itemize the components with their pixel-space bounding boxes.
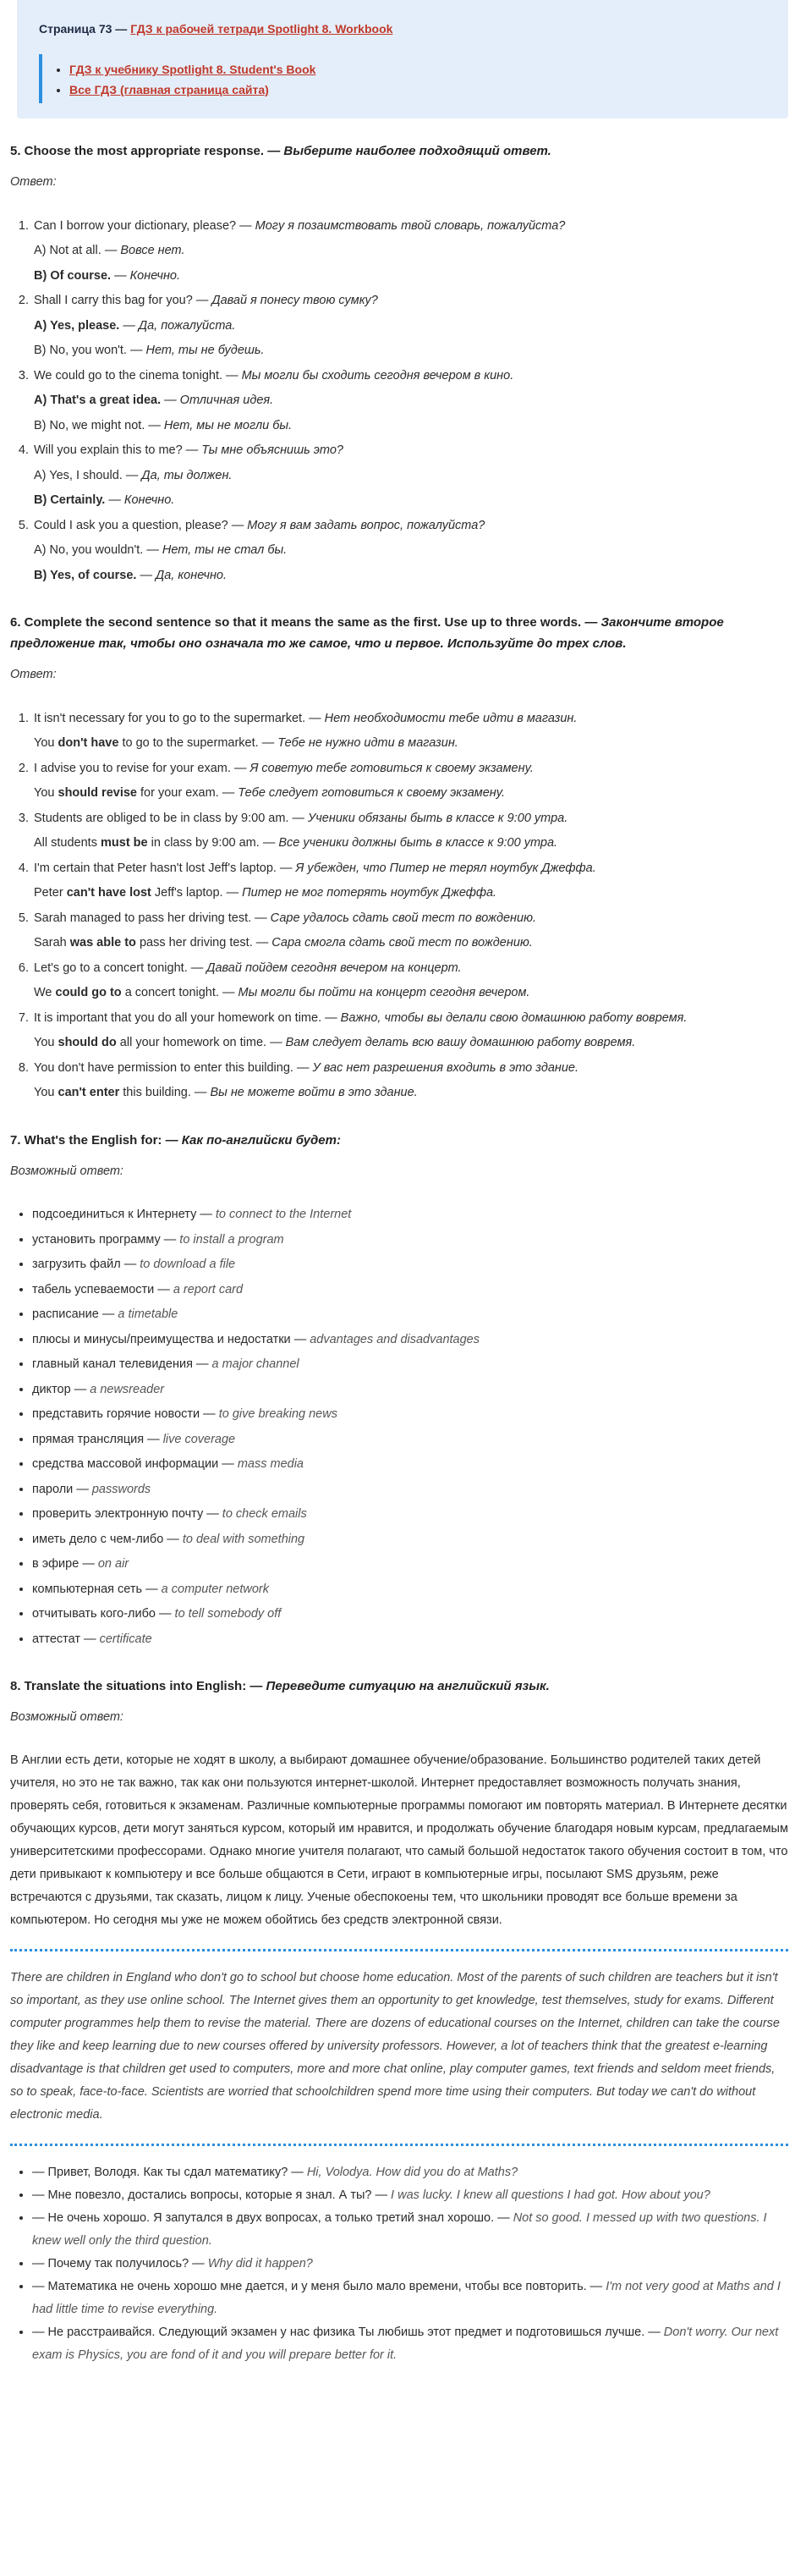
question-text: We could go to the cinema tonight. xyxy=(34,368,223,383)
sentence-rewritten xyxy=(34,731,788,757)
question-translation: — Давай я понесу твою сумку? xyxy=(195,294,378,307)
vocab-en: to deal with something xyxy=(182,1532,305,1546)
task5-item xyxy=(32,289,788,364)
vocab-item xyxy=(32,1203,788,1228)
option-text: A) Yes, please. xyxy=(34,318,120,333)
vocab-en: a major channel xyxy=(211,1357,299,1371)
vocab-ru: табель успеваемости — xyxy=(32,1282,170,1296)
option-translation: — Да, конечно. xyxy=(140,568,228,582)
vocab-en: certificate xyxy=(99,1632,152,1646)
sentence-start: Sarah xyxy=(34,936,67,949)
question-text: Could I ask you a question, please? xyxy=(34,518,228,532)
vocab-item xyxy=(32,1378,788,1403)
vocab-item xyxy=(32,1452,788,1478)
vocab-item xyxy=(32,1577,788,1603)
vocab-item xyxy=(32,1302,788,1328)
dialog-line xyxy=(32,2207,788,2253)
question-translation: — Ты мне объяснишь это? xyxy=(185,443,343,457)
question-line xyxy=(34,364,788,389)
sentence-text: It isn't necessary for you to go to the supermarket. xyxy=(34,711,306,725)
task8-dialog xyxy=(10,2161,788,2367)
sentence-rewritten xyxy=(34,1031,788,1056)
option-text: B) Certainly. xyxy=(34,493,106,507)
task6-item xyxy=(32,806,788,856)
all-gdz-link[interactable]: Все ГДЗ (главная страница сайта) xyxy=(69,83,269,96)
vocab-en: to install a program xyxy=(179,1232,284,1247)
option-translation: — Отличная идея. xyxy=(164,394,274,407)
vocab-ru: отчитывать кого-либо — xyxy=(32,1607,172,1621)
option-text: B) No, we might not. xyxy=(34,418,145,432)
dialog-ru: — Математика не очень хорошо мне дается, и у меня было мало времени, чтобы все повторить. — xyxy=(32,2279,603,2293)
sentence-translation: — Тебе не нужно идти в магазин. xyxy=(261,736,458,750)
sentence-translation: — Мы могли бы пойти на концерт сегодня вечером. xyxy=(222,986,530,999)
dialog-en: Not so good. I messed up with two questions. I knew well only the third question. xyxy=(32,2210,767,2248)
sentence-end: this building. xyxy=(123,1086,191,1099)
question-translation: — Мы могли бы сходить сегодня вечером в кино. xyxy=(226,368,514,383)
sentence-rewritten xyxy=(34,981,788,1006)
question-text: Shall I carry this bag for you? xyxy=(34,294,193,307)
sentence-end: pass her driving test. xyxy=(139,936,253,949)
sentence-end: for your exam. xyxy=(140,786,219,800)
task8-answer-label: Возможный ответ: xyxy=(10,1710,123,1724)
sentence-translation: — Саре удалось сдать свой тест по вождению. xyxy=(255,911,537,925)
vocab-ru: расписание — xyxy=(32,1307,115,1321)
dialog-line xyxy=(32,2253,788,2276)
vocab-item xyxy=(32,1527,788,1553)
option-translation: — Нет, мы не могли бы. xyxy=(148,418,293,432)
sentence-text: I advise you to revise for your exam. xyxy=(34,761,231,775)
sentence-start: You xyxy=(34,736,55,750)
dialog-en: I was lucky. I knew all questions I had got. How about you? xyxy=(391,2188,710,2202)
vocab-item xyxy=(32,1428,788,1453)
option-translation: — Конечно. xyxy=(114,268,181,283)
sentence-rewritten xyxy=(34,1081,788,1106)
option-line xyxy=(34,564,788,589)
sentence-translation: — Я убежден, что Питер не терял ноутбук Джеффа. xyxy=(279,861,596,875)
sentence-translation: — Нет необходимости тебе идти в магазин. xyxy=(309,711,578,725)
sentence-translation: — Все ученики должны быть в классе к 9:00 утра. xyxy=(262,836,558,850)
sentence-end: in class by 9:00 am. xyxy=(151,836,260,850)
sentence-end: to go to the supermarket. xyxy=(122,736,259,750)
task6-answer-label: Ответ: xyxy=(10,668,57,681)
answer-words: should revise xyxy=(58,786,137,800)
task8-title: 8. Translate the situations into English: — Переведите ситуацию на английский язык. xyxy=(10,1679,550,1693)
task6-item xyxy=(32,707,788,757)
option-line xyxy=(34,264,788,289)
vocab-item xyxy=(32,1478,788,1503)
vocab-en: to connect to the Internet xyxy=(215,1208,352,1221)
sentence-text: It is important that you do all your homework on time. xyxy=(34,1010,322,1025)
option-translation: — Нет, ты не будешь. xyxy=(130,344,265,357)
option-text: A) Not at all. xyxy=(34,244,101,257)
dialog-en: Don't worry. Our next exam is Physics, you are fond of it and you will prepare better for it. xyxy=(32,2325,779,2362)
students-book-link[interactable]: ГДЗ к учебнику Spotlight 8. Student's Book xyxy=(69,63,316,76)
sentence-text: Sarah managed to pass her driving test. xyxy=(34,911,252,925)
sentence-translation: — Я советую тебе готовиться к своему экзамену. xyxy=(233,761,534,775)
vocab-en: to give breaking news xyxy=(218,1407,337,1421)
question-translation: — Могу я позаимствовать твой словарь, пожалуйста? xyxy=(239,218,566,233)
dialog-ru: — Почему так получилось? — xyxy=(32,2256,205,2271)
question-text: Will you explain this to me? xyxy=(34,443,183,457)
vocab-item xyxy=(32,1328,788,1353)
task6-item xyxy=(32,1056,788,1106)
task5-item xyxy=(32,364,788,439)
answer-words: could go to xyxy=(55,986,122,999)
vocab-en: to check emails xyxy=(222,1507,307,1521)
task6-item xyxy=(32,906,788,956)
sentence-start: All students xyxy=(34,836,97,850)
sentence-original xyxy=(34,1006,788,1032)
task5-item xyxy=(32,214,788,289)
task6-item xyxy=(32,757,788,806)
workbook-link[interactable]: ГДЗ к рабочей тетради Spotlight 8. Workbook xyxy=(130,22,393,36)
vocab-ru: плюсы и минусы/преимущества и недостатки — xyxy=(32,1332,307,1346)
question-line xyxy=(34,289,788,314)
option-text: B) Of course. xyxy=(34,268,112,283)
vocab-ru: диктор — xyxy=(32,1382,87,1396)
vocab-en: advantages and disadvantages xyxy=(310,1332,480,1346)
sentence-text: Let's go to a concert tonight. xyxy=(34,960,188,975)
option-line xyxy=(34,488,788,514)
sentence-end: all your homework on time. xyxy=(119,1036,267,1049)
sentence-rewritten xyxy=(34,781,788,806)
vocab-ru: проверить электронную почту — xyxy=(32,1507,219,1521)
vocab-en: live coverage xyxy=(162,1432,236,1446)
vocab-ru: подсоединиться к Интернету — xyxy=(32,1208,212,1221)
sentence-text: Students are obliged to be in class by 9:00 am. xyxy=(34,811,289,825)
vocab-ru: установить программу — xyxy=(32,1232,177,1247)
option-line xyxy=(34,388,788,414)
sentence-original xyxy=(34,956,788,982)
sentence-translation: — У вас нет разрешения входить в это здание. xyxy=(296,1060,579,1075)
vocab-ru: иметь дело с чем-либо — xyxy=(32,1532,179,1546)
sentence-text: I'm certain that Peter hasn't lost Jeff's laptop. xyxy=(34,861,277,875)
divider xyxy=(10,1949,788,1951)
dialog-ru: — Привет, Володя. Как ты сдал математику? — xyxy=(32,2165,304,2179)
question-line xyxy=(34,514,788,539)
task5-answer-label: Ответ: xyxy=(10,175,57,189)
task6-item xyxy=(32,856,788,906)
option-text: B) Yes, of course. xyxy=(34,568,137,582)
vocab-en: a computer network xyxy=(161,1582,269,1596)
vocab-ru: главный канал телевидения — xyxy=(32,1357,209,1371)
sentence-original xyxy=(34,906,788,932)
task6-list xyxy=(10,707,788,1106)
sentence-original xyxy=(34,856,788,882)
answer-words: can't have lost xyxy=(66,886,151,900)
sentence-translation: — Важно, чтобы вы делали свою домашнюю работу вовремя. xyxy=(325,1010,688,1025)
vocab-en: a report card xyxy=(173,1282,244,1296)
option-translation: — Да, пожалуйста. xyxy=(123,318,236,333)
option-text: A) No, you wouldn't. xyxy=(34,543,144,557)
sentence-original xyxy=(34,707,788,732)
dialog-ru: — Не расстраивайся. Следующий экзамен у нас физика Ты любишь этот предмет и подготовишься лучше. — xyxy=(32,2325,661,2339)
dialog-line xyxy=(32,2276,788,2321)
dialog-en: I'm not very good at Maths and I had little time to revise everything. xyxy=(32,2279,781,2316)
answer-words: must be xyxy=(101,836,148,850)
nav-link-item xyxy=(69,80,768,100)
answer-words: can't enter xyxy=(58,1086,120,1099)
option-line xyxy=(34,538,788,564)
dialog-en: Why did it happen? xyxy=(207,2256,313,2271)
header-box xyxy=(17,0,788,118)
task6-title: 6. Complete the second sentence so that it means the same as the first. Use up to three words. — Закончите второе предложение так, чтобы оно означала то же самое, что и первое. Используйте до трех слов. xyxy=(10,615,724,651)
vocab-item xyxy=(32,1278,788,1303)
sentence-original xyxy=(34,1056,788,1082)
vocab-ru: средства массовой информации — xyxy=(32,1457,234,1471)
sentence-translation: — Питер не мог потерять ноутбук Джеффа. xyxy=(226,886,497,900)
dialog-line xyxy=(32,2184,788,2207)
vocab-item xyxy=(32,1552,788,1577)
sentence-end: Jeff's laptop. xyxy=(154,886,223,900)
vocab-ru: пароли — xyxy=(32,1482,89,1496)
sentence-translation: — Тебе следует готовиться к своему экзамену. xyxy=(222,786,506,800)
dialog-ru: — Не очень хорошо. Я запутался в двух вопросах, а только третий знал хорошо. — xyxy=(32,2210,510,2225)
task5-list xyxy=(10,214,788,589)
question-translation: — Могу я вам задать вопрос, пожалуйста? xyxy=(231,518,485,532)
sentence-end: a concert tonight. xyxy=(124,986,219,999)
option-line xyxy=(34,414,788,439)
sentence-original xyxy=(34,806,788,832)
vocab-en: to download a file xyxy=(140,1258,236,1271)
sentence-text: You don't have permission to enter this building. xyxy=(34,1060,293,1075)
dialog-ru: — Мне повезло, достались вопросы, которые я знал. А ты? — xyxy=(32,2188,388,2202)
option-text: A) That's a great idea. xyxy=(34,394,162,407)
option-translation: — Нет, ты не стал бы. xyxy=(146,543,288,557)
option-line xyxy=(34,339,788,364)
vocab-ru: аттестат — xyxy=(32,1632,96,1646)
task5-title: 5. Choose the most appropriate response. — Выберите наиболее подходящий ответ. xyxy=(10,144,551,158)
sentence-translation: — Ученики обязаны быть в классе к 9:00 утра. xyxy=(292,811,568,825)
task6-item xyxy=(32,1006,788,1056)
task8-paragraph-en: There are children in England who don't go to school but choose home education. Most of the parents of such children are teachers but it isn't so important, as they use online school. The Internet gives them an opportunity to get knowledge, test themselves, study for exams. Different computer programmes help them to revise the material. There are dozens of educational courses on the Internet, children can take the course they like and keep learning due to new courses offered by university professors. However, a lot of teachers think that the greatest e-learning disadvantage is that children get used to computers, more and more chat online, play computer games, text friends and seldom meet friends, so to speak, face-to-face. Scientists are worried that schoolchildren spend more time using their computers. But today we can't do without electronic media. xyxy=(10,1970,780,2122)
sentence-rewritten xyxy=(34,881,788,906)
sentence-translation: — Вы не можете войти в это здание. xyxy=(194,1086,418,1099)
vocab-en: on air xyxy=(97,1557,129,1571)
dialog-en: Hi, Volodya. How did you do at Maths? xyxy=(306,2165,518,2179)
vocab-ru: прямая трансляция — xyxy=(32,1432,160,1446)
nav-link-item xyxy=(69,59,768,80)
question-line xyxy=(34,438,788,464)
option-line xyxy=(34,314,788,339)
vocab-en: a newsreader xyxy=(90,1382,165,1396)
sentence-start: You xyxy=(34,786,55,800)
task6-item xyxy=(32,956,788,1006)
option-translation: — Вовсе нет. xyxy=(104,244,185,257)
sentence-translation: — Вам следует делать всю вашу домашнюю работу вовремя. xyxy=(270,1036,636,1049)
vocab-ru: в эфире — xyxy=(32,1557,95,1571)
vocab-item xyxy=(32,1252,788,1278)
page-label: Страница 73 — xyxy=(39,22,128,36)
answer-words: don't have xyxy=(58,736,119,750)
vocab-ru: компьютерная сеть — xyxy=(32,1582,158,1596)
sentence-rewritten xyxy=(34,931,788,956)
option-text: A) Yes, I should. xyxy=(34,468,123,482)
sentence-rewritten xyxy=(34,831,788,856)
nav-links xyxy=(39,54,768,103)
sentence-start: Peter xyxy=(34,886,63,900)
dialog-line xyxy=(32,2321,788,2367)
sentence-start: You xyxy=(34,1086,55,1099)
page-header xyxy=(39,22,768,36)
vocab-ru: представить горячие новости — xyxy=(32,1407,216,1421)
answer-words: should do xyxy=(58,1036,117,1049)
option-translation: — Да, ты должен. xyxy=(125,468,233,482)
vocab-item xyxy=(32,1627,788,1653)
divider xyxy=(10,2144,788,2146)
vocab-item xyxy=(32,1352,788,1378)
answer-words: was able to xyxy=(69,936,136,949)
sentence-start: We xyxy=(34,986,52,999)
option-line xyxy=(34,464,788,489)
vocab-item xyxy=(32,1402,788,1428)
sentence-translation: — Давай пойдем сегодня вечером на концерт. xyxy=(190,960,462,975)
vocab-en: mass media xyxy=(237,1457,304,1471)
vocab-item xyxy=(32,1228,788,1253)
vocab-en: a timetable xyxy=(118,1307,178,1321)
option-text: B) No, you won't. xyxy=(34,344,127,357)
sentence-start: You xyxy=(34,1036,55,1049)
sentence-translation: — Сара смогла сдать свой тест по вождению. xyxy=(255,936,533,949)
vocab-ru: загрузить файл — xyxy=(32,1258,137,1271)
task8-paragraph-ru: В Англии есть дети, которые не ходят в школу, а выбирают домашнее обучение/образование. Большинство родителей таких детей учителя, но это не так важно, так как они пользуются интернет-школой. Интернет предоставляет возможность получать знания, проверять себя, готовиться к экзаменам. Различные компьютерные программы помогают им повторять материал. В Интернете десятки обучающих курсов, дети могут заняться курсом, который им нравится, и продолжать обучение благодаря новым курсам, предлагаемым университетскими профессорами. Однако многие учителя полагают, что самый большой недостаток такого обучения состоит в том, что дети привыкают к компьютеру и все больше общаются в Сети, играют в компьютерные игры, посылают SMS друзьям, реже встречаются с друзьями, так сказать, лицом к лицу. Ученые обеспокоены тем, что школьники проводят все больше времени за компьютером. Но сегодня мы уже не можем обойтись без средств электронной связи. xyxy=(10,1753,788,1927)
question-line xyxy=(34,214,788,239)
content xyxy=(0,140,806,2367)
option-translation: — Конечно. xyxy=(108,493,175,507)
vocab-item xyxy=(32,1502,788,1527)
dialog-line xyxy=(32,2161,788,2184)
task5-item xyxy=(32,514,788,589)
vocab-en: to tell somebody off xyxy=(174,1607,282,1621)
task7-title: 7. What's the English for: — Как по-английски будет: xyxy=(10,1132,341,1148)
task7-list xyxy=(10,1203,788,1652)
sentence-original xyxy=(34,757,788,782)
task5-item xyxy=(32,438,788,514)
question-text: Can I borrow your dictionary, please? xyxy=(34,218,237,233)
vocab-en: passwords xyxy=(91,1482,151,1496)
option-line xyxy=(34,239,788,264)
vocab-item xyxy=(32,1602,788,1627)
task7-answer-label: Возможный ответ: xyxy=(10,1164,123,1178)
